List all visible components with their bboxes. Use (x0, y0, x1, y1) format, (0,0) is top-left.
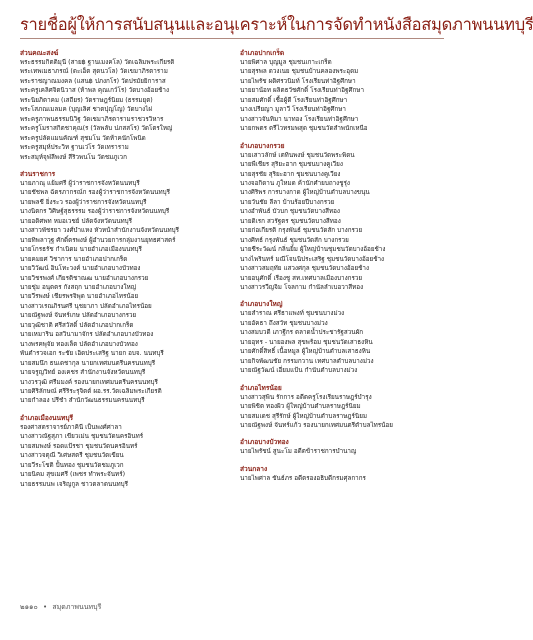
contributor-entry: นายกำลอง ปรีชำ สำนักวัฒนธรรมนครนนทบุรี (20, 397, 145, 405)
contributor-entry: นายไพรัชน์ สูนะโม อดีตข้าราชการบำนาญ (240, 448, 357, 456)
contributor-entry: นายธรรมนพ เจริญกูล ชาวตลาดนนทบุรี (20, 480, 129, 488)
contributor-entry: นายพิชิต ทองผิว ผู้ใหญ่บ้านตำบลราษฎร์นิยม (240, 403, 361, 411)
section (240, 437, 444, 456)
contributor-entry: นายสมพงษ์ รอดแป้รชา ชุมชนวัดนครอินทร์ (20, 442, 138, 450)
contributor-entry: นายสมศักดิ์ เชื้อผู้ดี โรงเรียนท่าอิฐศึกษา (240, 96, 348, 104)
contributor-entry: พระธรรมกิตติมุนี (สาย฿ ฐานเมงคโล) วัดเฉลิมพระเกียรติ (20, 59, 175, 66)
contributor-entry: นางสาวจันทิมา นาทอง โรงเรียนท่าอิฐศึกษา (240, 115, 359, 123)
contributor-entry: นางเปรียญา มูลาวี โรงเรียนท่าอิฐศึกษา (240, 106, 346, 114)
contributor-entry: นายกิจพัฒนชัย กรรมกวาน เทศบาลตำบลบางม่วง (240, 357, 374, 365)
contributor-entry: นายวิวัฒน์ อินโทะวงค์ นายอำเภอบางบัวทอง (20, 265, 141, 273)
footer-separator: • (43, 603, 48, 611)
contributor-entry: นางไพรินทร์ มณีโจนนิประเสริฐ ชุมชนวัดบางอ้อยช้าง (240, 255, 385, 263)
contributor-entry: นายศิริลักษณ์ ศรีริระรุจิตต์ ผอ.รร.วัดเฉลิมพระเกียรติ (20, 387, 162, 395)
contributor-entry: นายวีระโชติ ปั้นทอง ชุมชนวัดชมภูเวก (20, 461, 124, 469)
contributor-entry: นายทิพลาวุฐ ศักดิ์ตรพงษ์ ผู้อำนวยการกลุ่มงานยุทธศาสตร์ (20, 236, 176, 244)
contributor-entry: นางสาวรวีญจิม โจลกาม กำนัลลำเบอวาสีทอง (240, 283, 364, 291)
contributor-entry: นายพืเชียร สุริยะฮาก ชุมชนบางคูเวียง (240, 161, 343, 169)
contributor-entry: นางสาวสมฤทัย แสวงศกุล ชุมชนวัดบางอ้อยช้าง (240, 265, 370, 273)
contributor-entry: นายโกรธรัช กำเนิดม นายอำเภอเมืองนนทบุรี (20, 246, 142, 254)
contributor-entry: นางสาวณัฐสุภา เขียวเม่น ชุมชนวัดนครอินทร์ (20, 433, 144, 441)
contributor-entry: นายพิศาล บุญมูล ชุมชนเกาะเกร็ด (240, 59, 332, 66)
section (20, 413, 224, 489)
contributor-entry: นายวิชรพงศ์ เกียรติชาณฒ นายอำเภอบางกรวย (20, 274, 149, 282)
section (240, 299, 444, 375)
section-heading: อำเภอเมืองนนทบุรี (20, 413, 74, 422)
contributor-entry: นายคมยศ วิชาการ นายอำเภอปากเกร็ด (20, 255, 128, 263)
contributor-entry: พระราชญาณมงคล (แสน฿ ปภงกโร) วัดปรมัยยิการาส (20, 77, 166, 85)
section-heading: อำเภอบางบัวทอง (240, 438, 289, 447)
contributor-entry: นางสาวเรณภิรนศรี นุชยาภา ปลัดอำเภอไทรน้อย (20, 302, 152, 310)
contributor-entry: นายศักดิ์สิทธิ์ เนื้อหมูล ผู้ใหญ่บ้านตำบลเสาธงหิน (240, 348, 371, 356)
contributor-entry: นางสาวสุพิน รักการ อดีตครูโรงเรียนราษฎร์บำรุง (240, 393, 372, 401)
contributor-entry: นายสุรพล ดวงเนย ชุมชนบ้านคลองพระอุดม (240, 68, 359, 76)
contributor-entry: พันตำรวจเอก ระชัย เอิดประเสริฐ นายก อบจ. นนทบุรี (20, 350, 164, 358)
contributor-entry: นายสมนึก ธนเดชากุล นายกเทศมนตรีนครนนทบุรี (20, 359, 156, 367)
footer-book-title: สมุดภาพนนทบุรี (52, 603, 102, 611)
contributor-entry: พระนิยภิตาคม (เสถียร) วัดราษฎร์นิยม (ธรรมยุต) (20, 96, 153, 104)
page-number: ๒๑๑๐ (20, 603, 38, 611)
right-column (240, 48, 444, 490)
contributor-entry: พระสมุห์จุฬลีพงษ์ สีริวพนโน วัดชมภูเวก (20, 153, 127, 161)
contributor-entry: นางสาวพัชรยา วงศ์บำแหง หัวหน้าสำนักงานจังหวัดนนทบุรี (20, 227, 180, 235)
page-footer (20, 602, 101, 613)
contributor-entry: นายวุฒิชาติ ศรีสวัสดิ์ ปลัดอำเภอปากเกร็ด (20, 321, 134, 329)
contributor-entry: นายเหมาริน อสวินามาจักร ปลัดอำเภอบางบัวทอง (20, 331, 154, 339)
contributor-entry: นายก่อเกียรติ กรุงพันธ์ ชุมชนวัดสัก บางกรวย (240, 227, 363, 235)
contributor-entry: นางสมบวดี เภาฐีกร ตลาดน้ำประชารัฐสวนผัก (240, 329, 364, 337)
contributor-entry: นายชุ่ม อนุตตร กังสฤก นายอำเภอบางใหญ่ (20, 283, 137, 291)
contributor-entry: นายชัชพล ฉัตรภากรณ์ก รองผู้ว่าราชการจังหวัดนนทบุรี (20, 189, 170, 197)
contributor-entry: นายณัฐวัฒน์ เอี่ยมแป้น กำนันตำบลบางม่วง (240, 367, 358, 375)
contributor-entry: นายณัฐพงษ์ จันทร์แก้ว รองนายกเทศมนตรีตำบลไทรน้อย (240, 421, 393, 429)
page-title: รายชื่อผู้ให้การสนับสนุนและอนุเคราะห์ในการจัดทำหนังสือสมุดภาพนนทบุรี (20, 15, 533, 34)
contributor-entry: นายอนุศักดิ์ เรืองชู สท.เทศบาลเมืองบางกรวย (240, 274, 363, 282)
contributor-entry: นายไพรัช ผดิศรวนิมท์ โรงเรียนท่าอิฐศึกษา (240, 77, 356, 85)
left-column (20, 48, 224, 496)
contributor-entry: นายสุรชัย สุริยะฮาก ชุมชนบางคูเวียง (240, 170, 341, 178)
section-heading: อำเภอไทรน้อย (240, 383, 282, 392)
contributor-entry: นายกพตร ตรีไวทรมพสุด ชุมชนวัดสำพนักเหนือ (240, 125, 368, 133)
section (240, 464, 444, 483)
section (240, 383, 444, 431)
contributor-entry: นางพรคพุจัย ทองเล็ต ปลัดอำเภอบางบัวทอง (20, 340, 138, 348)
contributor-entry: นางอำพันธ์ บัวบก ชุมชนวัดบางสีทอง (240, 208, 340, 216)
contributor-entry: นายสมเดช สุรีรักษ์ ผู้ใหญ่บ้านตำบลราษฎร์นิยม (240, 412, 368, 420)
section-heading: อำเภอบางกรวย (240, 141, 285, 150)
contributor-entry: พระครูสมุห์ประวิท ฐานเว่โร วัดเทราราม (20, 144, 129, 152)
contributor-entry: นายยาน้อท ผลิตธวัชศักดิ์ โรงเรียนท่าอิฐศึกษา (240, 87, 364, 95)
contributor-entry: รองศาสตราจารย์ภาคินี เป็นพงศ์ศาลา (20, 423, 122, 431)
contributor-entry: นายพลชี ยิ่งระว รองผู้ว่าราชการจังหวัดนนทบุรี (20, 198, 147, 206)
contributor-entry: นายวันชัย ลีลา บ้านร้อยปีบางกรวย (240, 198, 335, 206)
section (20, 169, 224, 406)
contributor-entry: นายเสาวลักษ์ เตทินพงษ์ ชุมชนวัดพระพิดน (240, 151, 355, 159)
contributor-entry: พระโสภณเมลมค (บุญเลิศ ชาตปุญโญ) วัดบางไผ่ (20, 106, 153, 114)
contributor-entry: พระเทพเมธาภรณ์ (ดะเอ็ต สุดนวโล) วัดเขมาภิรตาราม (20, 68, 168, 76)
contributor-entry: นายอัคธา ถึงสวัท ชุมชนบางม่วง (240, 319, 328, 327)
contributor-entry: นายอดิศพท หมอเวชย์ ปลัดจังหวัดนนทบุรี (20, 217, 133, 225)
section (240, 48, 444, 134)
contributor-entry: นางนิตกร วิศิษฐ์สุธรรรม รองผู้ว่าราชการจังหวัดนนทบุรี (20, 208, 170, 216)
contributor-entry: นายภาณุ แย้มศรี ผู้ว่าราชการจังหวัดนนทบุรี (20, 179, 140, 187)
section-heading: อำเภอบางใหญ่ (240, 300, 283, 309)
contributor-entry: พระครูโมราสกิตชาคุณ(ร (วัลพลับ ปภสสโร) วัดโตรใหญ่ (20, 125, 173, 133)
contributor-entry: พระครูเคลิศจิตนิวาส (ห้าพล คุณเกว์โร) วัดบางอ้อยช้าง (20, 87, 170, 95)
contributor-entry: นายอุทร - นายองพล สุขพร้อม ชุมชนวัดเสาธงหิน (240, 338, 373, 346)
section (240, 141, 444, 293)
section (20, 48, 224, 162)
title-divider (20, 38, 444, 39)
contributor-entry: นายดิเรก สวรัฐตร ชุมชนวัดบางสีทอง (240, 217, 341, 225)
section-heading: อำเภอปากเกร็ด (240, 49, 285, 57)
contributor-entry: นายสำราณ ศรีธาแพงท์ ชุมชนบางม่วง (240, 310, 345, 318)
contributor-entry: นายนิคม สุขเมศรี (เพชร ทำพระจันทร์) (20, 471, 126, 479)
contributor-entry: นายชีระวัฒน์ กลิ่นยิ้ม ผู้ใหญ่บ้านชุมชนวัดบางอ้อยช้าง (240, 246, 386, 254)
contributor-entry: พระครูปลัดแมนคัณฑ์ สุชมโน วัดห้าคนักโพนิด (20, 134, 146, 142)
contributor-entry: นายไพศาล ขันธ์ภร อดีตรองอธิบดีกรมศุลกากร (240, 474, 366, 482)
contributor-entry: นางวรวุฒิ ศรีมมงค์ รองนายกเทศมนตรีนครนนทบุรี (20, 378, 158, 386)
contributor-entry: นางจอกิดาน ภูใหมด ค้านักศำยบถางชูรุ่ง (240, 179, 350, 187)
section-heading: ส่วนคณะสงฆ์ (20, 49, 59, 57)
contributor-entry: นายวีรพงษ์ เชียรพรจิพุด นายอำเภอไทรน้อย (20, 293, 139, 301)
contributor-entry: นางศิทธ์ กรุงพันธ์ ชุมชนวัดสัก บางกรวย (240, 236, 349, 244)
contributor-entry: นางสาวจตุณี วิเศษสตรี ชุมชนวัดเขียน (20, 452, 124, 460)
contributor-entry: นายจรูญวิทย์ องเคชร สำนักงานจังหวัดนนทบุรี (20, 369, 146, 377)
section-heading: ส่วนกลาง (240, 464, 268, 473)
section-heading: ส่วนราชการ (20, 169, 56, 178)
contributor-entry: พระครูภาพนธรรมนิวิฐ วัดเชมาภิรตารามราชวรวิหาร (20, 115, 164, 123)
contributor-entry: นายณัฐพงษ์ จันทร์เกษ ปลัดอำเภอบางกรวย (20, 312, 137, 320)
contributor-entry: นางศิริพร การบางกาด ผู้ใหญ่บ้านตำบลบางขนุน (240, 189, 370, 197)
